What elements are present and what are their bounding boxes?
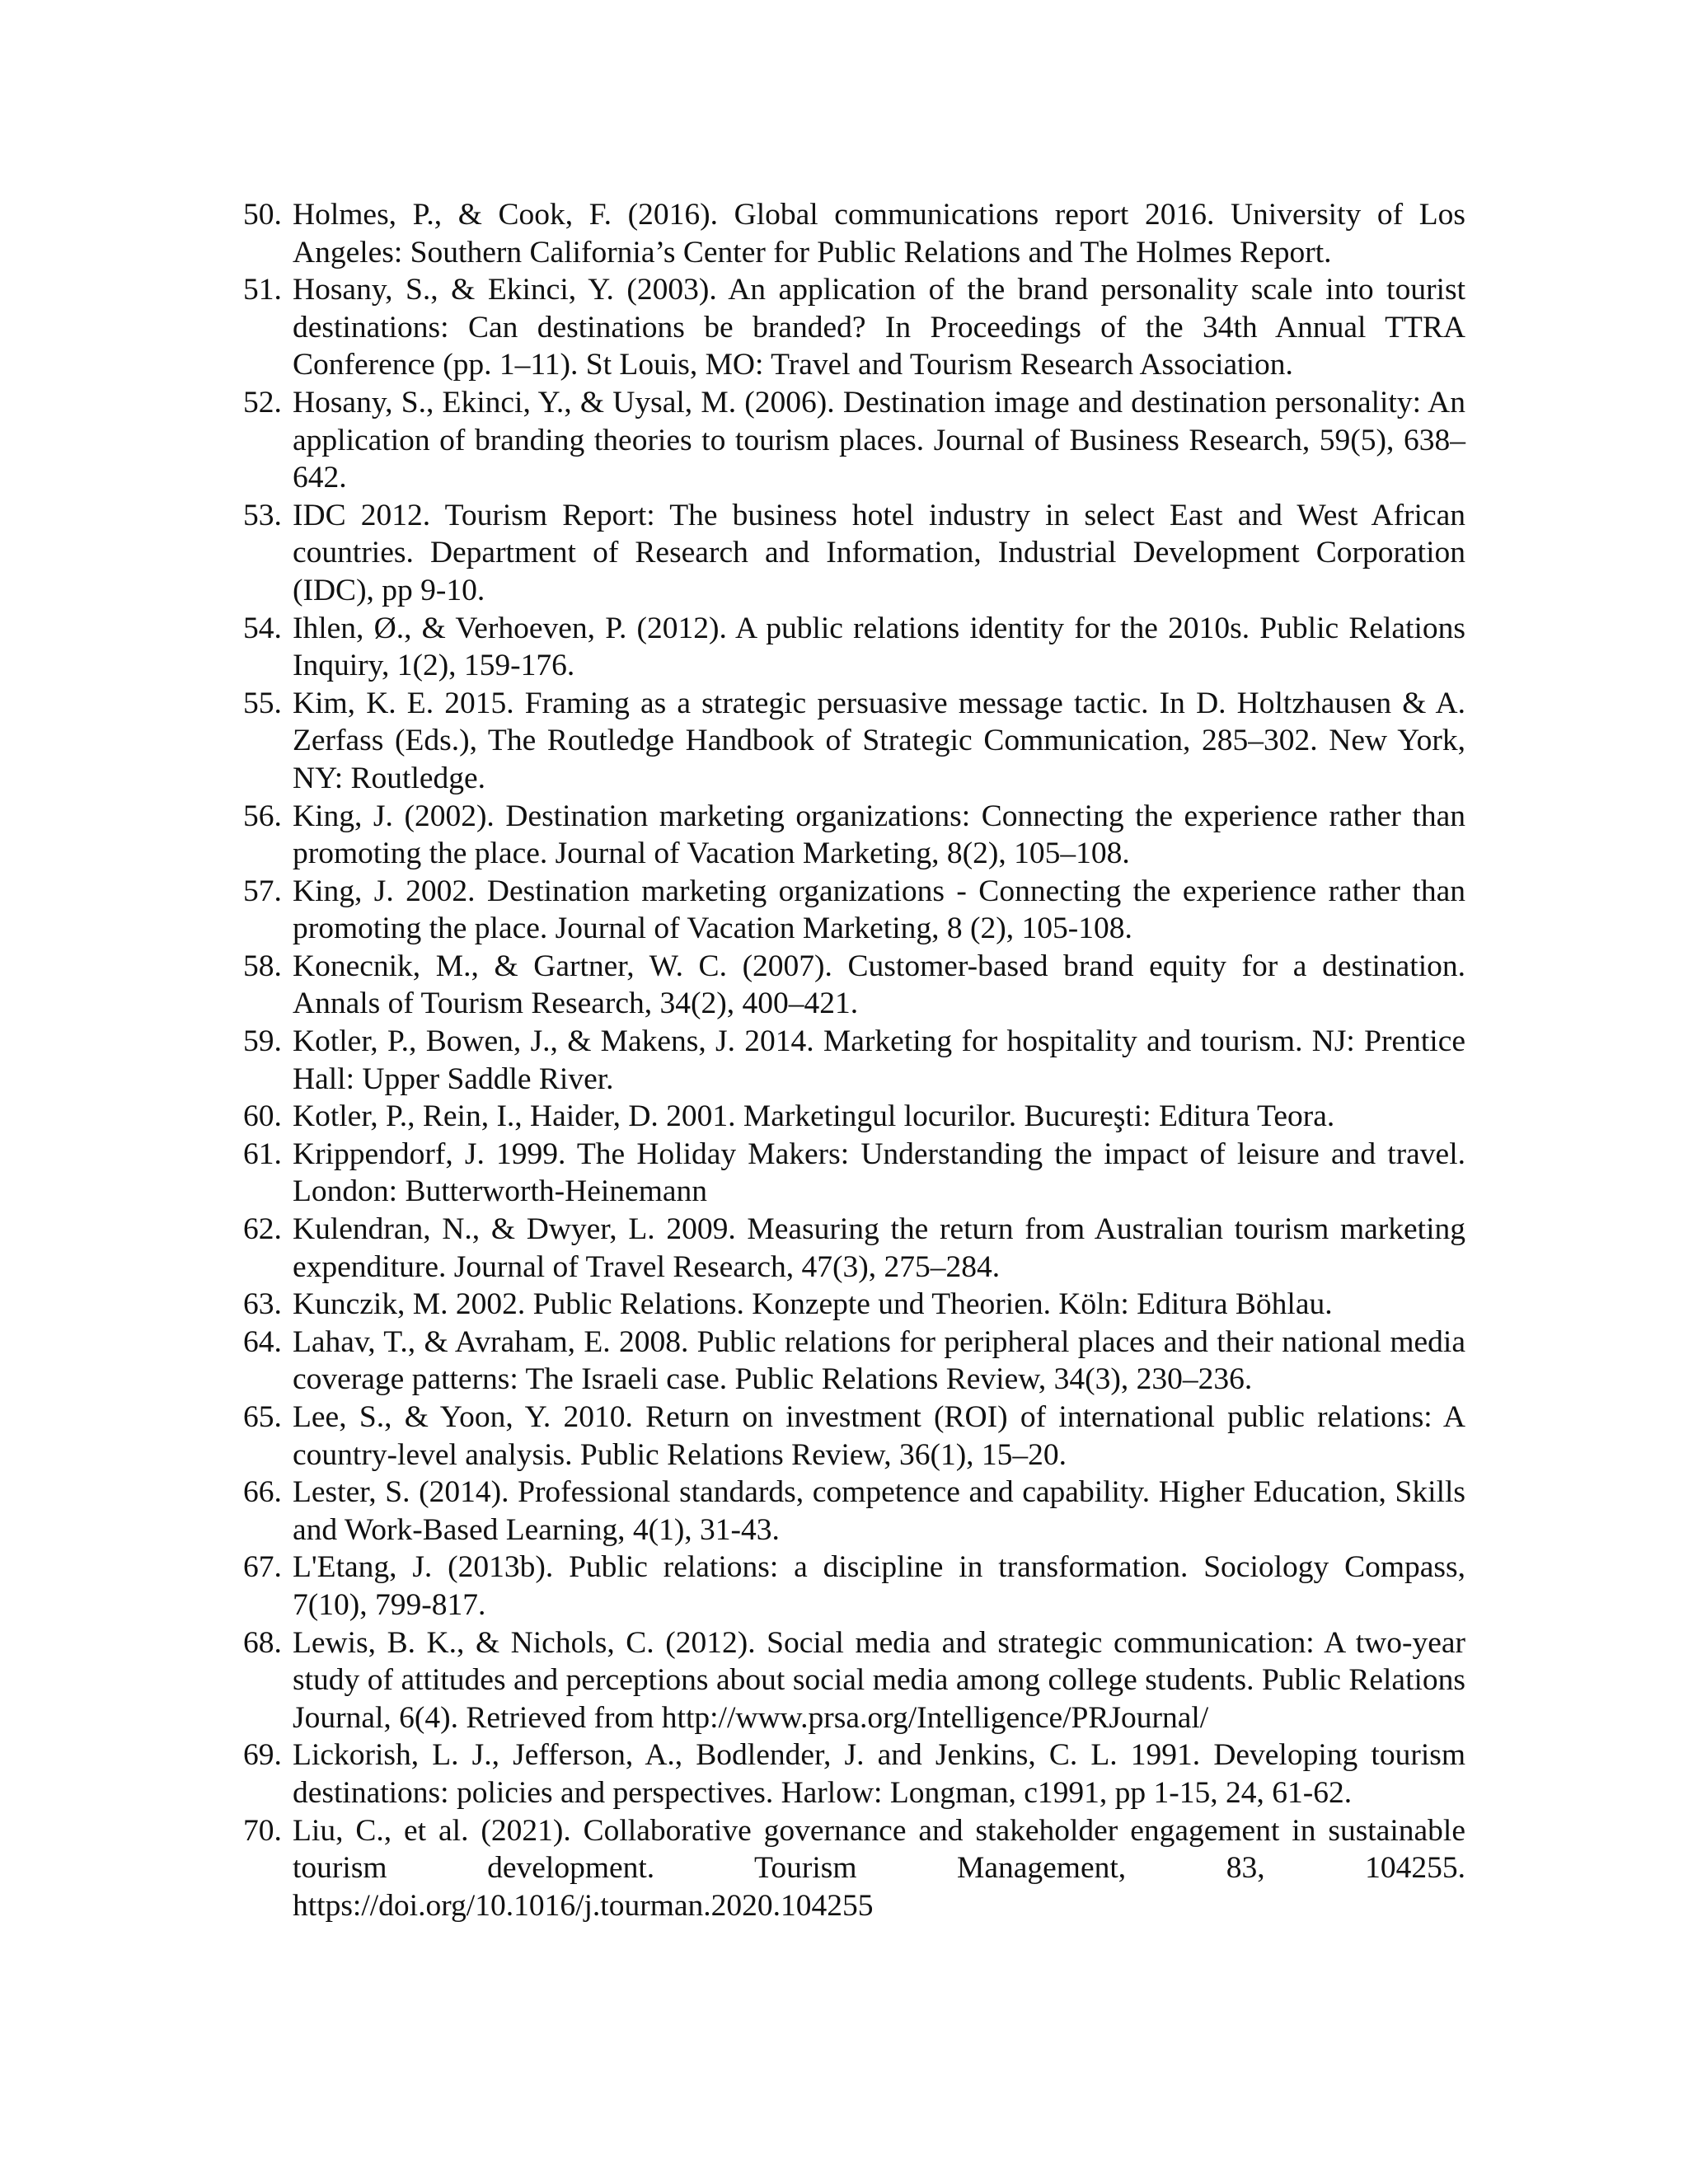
reference-number: 69. bbox=[243, 1738, 282, 1773]
reference-list bbox=[243, 196, 1465, 1924]
reference-text: Kunczik, M. 2002. Public Relations. Konzepte und Theorien. Köln: Editura Böhlau. bbox=[293, 1287, 1333, 1322]
reference-number: 67. bbox=[243, 1550, 282, 1585]
reference-number: 55. bbox=[243, 686, 282, 720]
reference-text: Ihlen, Ø., & Verhoeven, P. (2012). A public relations identity for the 2010s. Public Relations Inquiry, 1(2), 159-176. bbox=[293, 611, 1465, 683]
reference-item bbox=[243, 1286, 1465, 1324]
reference-text: King, J. 2002. Destination marketing organizations - Connecting the experience rather than promoting the place. Journal of Vacation Marketing, 8 (2), 105-108. bbox=[293, 874, 1465, 946]
reference-text: Lahav, T., & Avraham, E. 2008. Public relations for peripheral places and their national media coverage patterns: The Israeli case. Public Relations Review, 34(3), 230–236. bbox=[293, 1324, 1465, 1397]
reference-item bbox=[243, 1399, 1465, 1474]
reference-item bbox=[243, 1624, 1465, 1737]
reference-item bbox=[243, 948, 1465, 1023]
reference-number: 60. bbox=[243, 1099, 282, 1134]
reference-item bbox=[243, 1136, 1465, 1211]
reference-item bbox=[243, 384, 1465, 497]
reference-number: 68. bbox=[243, 1625, 282, 1660]
reference-number: 51. bbox=[243, 273, 282, 307]
reference-text: Krippendorf, J. 1999. The Holiday Makers: Understanding the impact of leisure and travel. London: Butterworth-Heinemann bbox=[293, 1137, 1465, 1209]
reference-item bbox=[243, 271, 1465, 384]
reference-text: L'Etang, J. (2013b). Public relations: a discipline in transformation. Sociology Compass, 7(10), 799-817. bbox=[293, 1550, 1465, 1622]
reference-number: 70. bbox=[243, 1813, 282, 1848]
reference-item bbox=[243, 1812, 1465, 1925]
reference-number: 53. bbox=[243, 498, 282, 532]
reference-text: IDC 2012. Tourism Report: The business hotel industry in select East and West African countries. Department of Research and Information, Industrial Development Corporation (IDC), pp 9-10. bbox=[293, 498, 1465, 607]
reference-number: 66. bbox=[243, 1475, 282, 1510]
reference-text: Lickorish, L. J., Jefferson, A., Bodlender, J. and Jenkins, C. L. 1991. Developing tourism destinations: policies and perspectives. Harlow: Longman, c1991, pp 1-15, 24, 61-62. bbox=[293, 1738, 1465, 1810]
reference-number: 62. bbox=[243, 1212, 282, 1247]
reference-item bbox=[243, 1549, 1465, 1624]
reference-number: 57. bbox=[243, 874, 282, 908]
reference-item bbox=[243, 1736, 1465, 1811]
reference-text: Liu, C., et al. (2021). Collaborative governance and stakeholder engagement in sustainable tourism development. Tourism Management, 83, 104255. https://doi.org/10.1016/j.tourman.2020.104255 bbox=[293, 1813, 1465, 1923]
reference-item bbox=[243, 610, 1465, 685]
reference-text: Holmes, P., & Cook, F. (2016). Global communications report 2016. University of Los Angeles: Southern California’s Center for Public Relations and The Holmes Report. bbox=[293, 198, 1465, 269]
reference-number: 58. bbox=[243, 949, 282, 983]
reference-item bbox=[243, 798, 1465, 873]
reference-text: Hosany, S., & Ekinci, Y. (2003). An application of the brand personality scale into tourist destinations: Can destinations be branded? In Proceedings of the 34th Annual TTRA Conference (pp. 1–11). St Louis, MO: Travel and Tourism Research Association. bbox=[293, 273, 1465, 382]
reference-text: Kulendran, N., & Dwyer, L. 2009. Measuring the return from Australian tourism marketing expenditure. Journal of Travel Research, 47(3), 275–284. bbox=[293, 1212, 1465, 1284]
reference-item bbox=[243, 1211, 1465, 1286]
reference-item bbox=[243, 497, 1465, 610]
reference-item bbox=[243, 1324, 1465, 1399]
reference-text: Kotler, P., Rein, I., Haider, D. 2001. Marketingul locurilor. Bucureşti: Editura Teora. bbox=[293, 1099, 1335, 1134]
reference-text: Lewis, B. K., & Nichols, C. (2012). Social media and strategic communication: A two-year study of attitudes and perceptions about social media among college students. Public Relations Journal, 6(4). Retrieved from http://www.prsa.org/Intelligence/PRJournal/ bbox=[293, 1625, 1465, 1735]
reference-number: 63. bbox=[243, 1287, 282, 1322]
reference-number: 65. bbox=[243, 1400, 282, 1434]
reference-item bbox=[243, 196, 1465, 271]
reference-text: Kotler, P., Bowen, J., & Makens, J. 2014. Marketing for hospitality and tourism. NJ: Prentice Hall: Upper Saddle River. bbox=[293, 1024, 1465, 1096]
reference-text: Hosany, S., Ekinci, Y., & Uysal, M. (2006). Destination image and destination personality: An application of branding theories to tourism places. Journal of Business Research, 59(5), 638–642. bbox=[293, 385, 1465, 495]
reference-text: Konecnik, M., & Gartner, W. C. (2007). Customer-based brand equity for a destination. Annals of Tourism Research, 34(2), 400–421. bbox=[293, 949, 1465, 1021]
reference-item bbox=[243, 1474, 1465, 1549]
reference-item bbox=[243, 873, 1465, 948]
reference-number: 50. bbox=[243, 198, 282, 232]
reference-number: 56. bbox=[243, 799, 282, 833]
reference-text: King, J. (2002). Destination marketing organizations: Connecting the experience rather than promoting the place. Journal of Vacation Marketing, 8(2), 105–108. bbox=[293, 799, 1465, 871]
reference-item bbox=[243, 1098, 1465, 1136]
reference-number: 64. bbox=[243, 1324, 282, 1359]
reference-number: 61. bbox=[243, 1137, 282, 1171]
reference-number: 54. bbox=[243, 611, 282, 645]
reference-item bbox=[243, 1023, 1465, 1098]
reference-text: Kim, K. E. 2015. Framing as a strategic persuasive message tactic. In D. Holtzhausen & A. Zerfass (Eds.), The Routledge Handbook of Strategic Communication, 285–302. New York, NY: Routledge. bbox=[293, 686, 1465, 795]
reference-number: 59. bbox=[243, 1024, 282, 1059]
reference-item bbox=[243, 685, 1465, 798]
reference-text: Lee, S., & Yoon, Y. 2010. Return on investment (ROI) of international public relations: A country-level analysis. Public Relations Review, 36(1), 15–20. bbox=[293, 1400, 1465, 1472]
reference-number: 52. bbox=[243, 385, 282, 419]
reference-text: Lester, S. (2014). Professional standards, competence and capability. Higher Education, Skills and Work-Based Learning, 4(1), 31-43. bbox=[293, 1475, 1465, 1547]
